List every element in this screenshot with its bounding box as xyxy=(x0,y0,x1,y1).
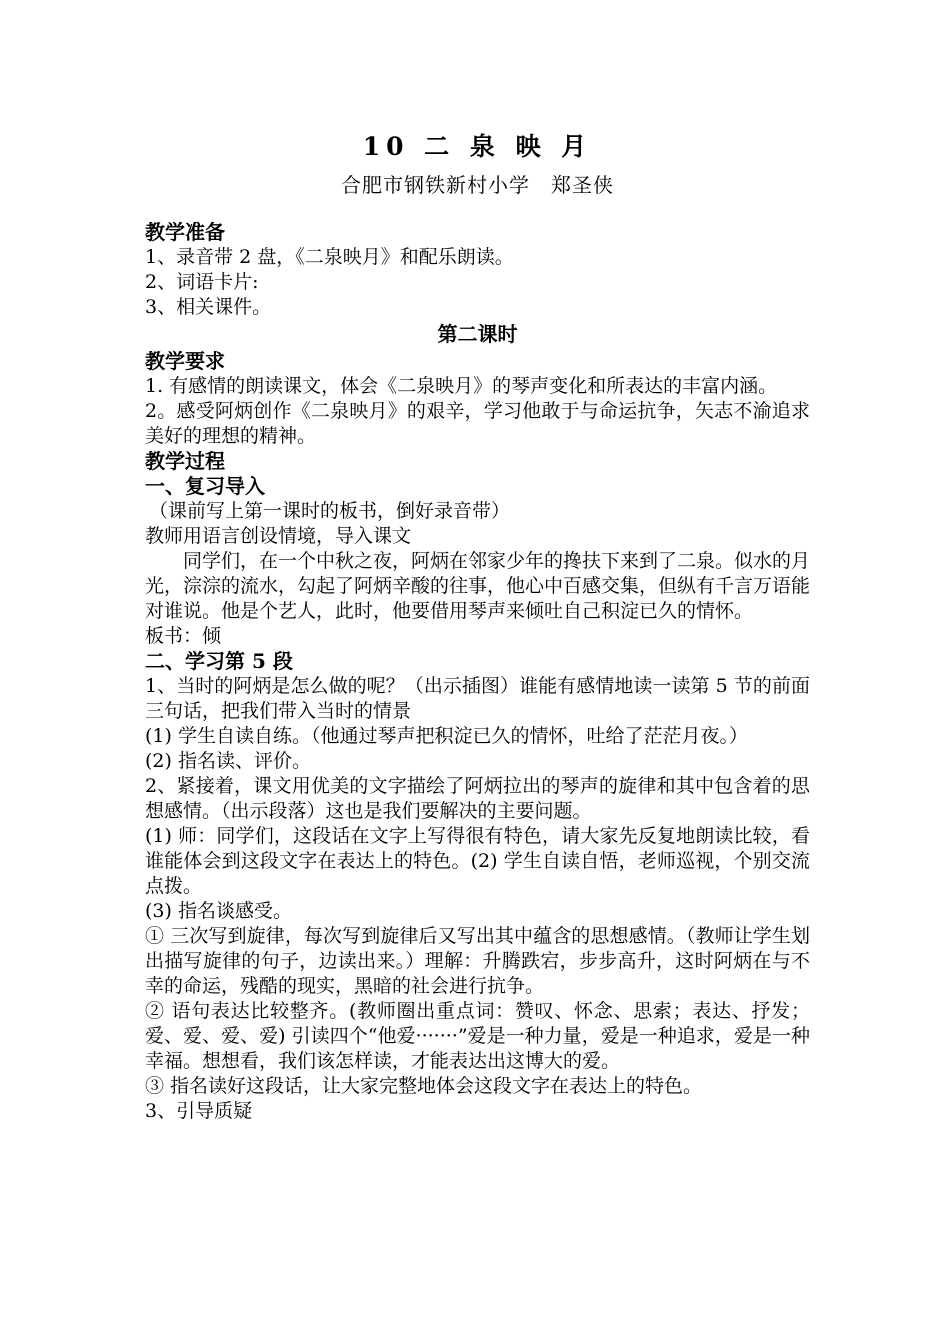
prep-heading: 教学准备 xyxy=(145,220,225,244)
section1-line: 教师用语言创设情境，导入课文 xyxy=(145,525,412,547)
section1-heading: 一、复习导入 xyxy=(145,474,265,498)
prep-item: 1、录音带 2 盘，《二泉映月》和配乐朗读。 xyxy=(145,246,514,268)
document-title: 10 二 泉 映 月 xyxy=(362,132,593,161)
document-author: 合肥市钢铁新村小学 郑圣侠 xyxy=(341,173,614,197)
requirements-heading: 教学要求 xyxy=(145,349,225,373)
section2-line: 3、引导质疑 xyxy=(145,1100,253,1122)
document-page xyxy=(145,128,810,1124)
prep-item: 2、词语卡片: xyxy=(145,271,259,293)
prep-item: 3、相关课件。 xyxy=(145,296,272,318)
section2-line: (2) 指名读、评价。 xyxy=(145,750,311,772)
process-heading: 教学过程 xyxy=(145,449,225,473)
section1-note: （课前写上第一课时的板书，倒好录音带） xyxy=(149,500,511,522)
requirement-item: 1. 有感情的朗读课文，体会《二泉映月》的琴声变化和所表达的丰富内涵。 xyxy=(145,375,778,397)
section1-paragraph: 同学们，在一个中秋之夜，阿炳在邻家少年的搀扶下来到了二泉。似水的月光，淙淙的流水，勾起了阿炳辛酸的往事，他心中百感交集，但纵有千言万语能对谁说。他是个艺人，此时，他要借用琴声来倾吐自己积淀已久的情怀。 xyxy=(145,550,811,622)
requirement-item: 2。感受阿炳创作《二泉映月》的艰辛，学习他敢于与命运抗争，矢志不渝追求美好的理想的精神。 xyxy=(145,400,810,447)
section2-line: ③ 指名读好这段话，让大家完整地体会这段文字在表达上的特色。 xyxy=(145,1075,703,1097)
section2-line: (1) 学生自读自练。（他通过琴声把积淀已久的情怀，吐给了茫茫月夜。） xyxy=(145,725,748,747)
section2-line: ① 三次写到旋律，每次写到旋律后又写出其中蕴含的思想感情。（教师让学生划出描写旋律的句子，边读出来。）理解：升腾跌宕，步步高升，这时阿炳在与不幸的命运，残酷的现实，黑暗的社会进行抗争。 xyxy=(145,925,810,997)
section2-line: (1) 师：同学们，这段话在文字上写得很有特色，请大家先反复地朗读比较，看谁能体会到这段文字在表达上的特色。(2) 学生自读自悟，老师巡视，个别交流点拨。 xyxy=(145,825,810,897)
section2-line: (3) 指名谈感受。 xyxy=(145,900,292,922)
section2-line: 1、当时的阿炳是怎么做的呢？（出示插图）谁能有感情地读一读第 5 节的前面三句话，把我们带入当时的情景 xyxy=(145,675,810,722)
lesson-label: 第二课时 xyxy=(437,322,518,346)
section2-line: ② 语句表达比较整齐。(教师圈出重点词：赞叹、怀念、思索；表达、抒发；爱、爱、爱、爱) 引读四个“他爱·······”爱是一种力量，爱是一种追求，爱是一种幸福。想想看，我们该怎样读，才能表达出这博大的爱。 xyxy=(145,1000,810,1072)
section2-line: 2、紧接着，课文用优美的文字描绘了阿炳拉出的琴声的旋律和其中包含着的思想感情。（出示段落）这也是我们要解决的主要问题。 xyxy=(145,775,810,822)
section2-heading: 二、学习第 5 段 xyxy=(145,649,293,673)
board-note: 板书：倾 xyxy=(145,625,222,647)
